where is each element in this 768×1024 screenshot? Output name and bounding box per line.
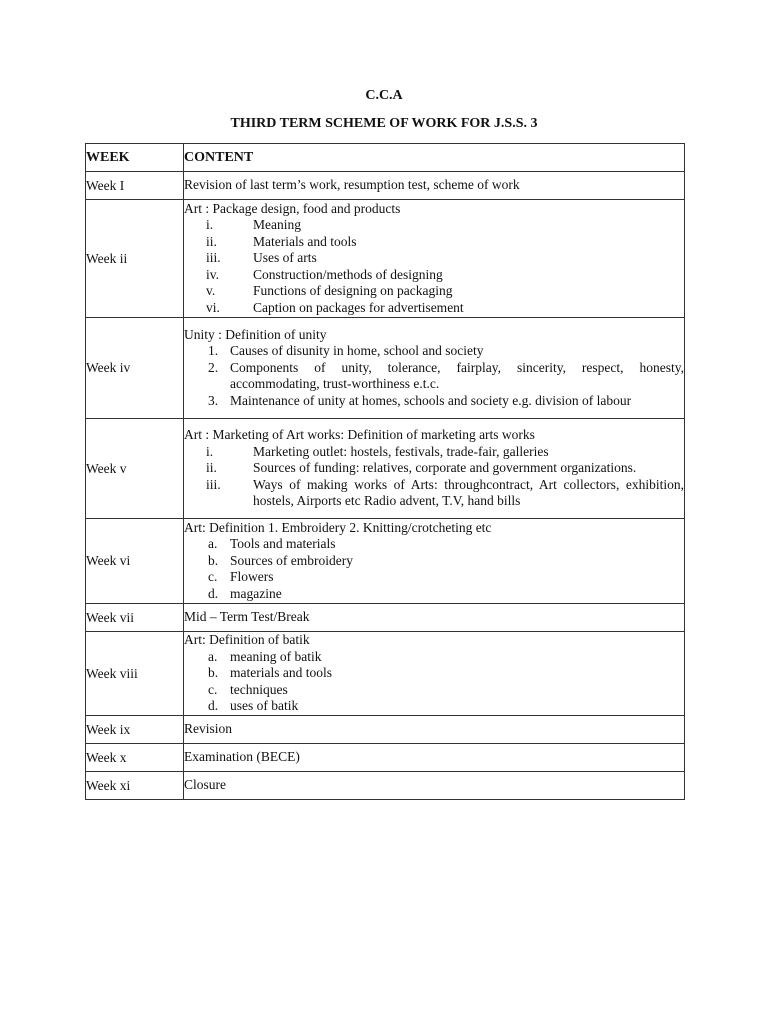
list-marker: c. xyxy=(208,569,218,585)
table-row xyxy=(86,200,685,318)
list-text: uses of batik xyxy=(230,698,299,714)
list-text: Ways of making works of Arts: throughcontract, Art collectors, exhibition, hostels, Airports etc Radio advent, T.V, hand bills xyxy=(253,476,684,509)
content-cell xyxy=(184,632,685,716)
list-marker: d. xyxy=(208,585,219,601)
list-marker: d. xyxy=(208,698,219,714)
list-marker: a. xyxy=(208,536,218,552)
list-text: Components of unity, tolerance, fairplay, sincerity, respect, honesty, accommodating, trust-worthiness e.t.c. xyxy=(230,359,684,392)
list-text: Functions of designing on packaging xyxy=(253,283,453,299)
list-item xyxy=(184,586,684,603)
table-row xyxy=(86,419,685,519)
list-item xyxy=(184,649,684,666)
list-marker: 3. xyxy=(208,392,219,408)
week-cell: Week v xyxy=(86,419,184,519)
list-item xyxy=(184,536,684,553)
list-marker: iv. xyxy=(206,266,219,282)
list-text: Marketing outlet: hostels, festivals, trade-fair, galleries xyxy=(253,443,549,459)
content-intro: Art : Package design, food and products xyxy=(184,200,401,216)
list-text: Uses of arts xyxy=(253,250,317,266)
table-row xyxy=(86,632,685,716)
week-cell: Week vi xyxy=(86,519,184,604)
week-cell: Week ix xyxy=(86,716,184,744)
list-marker: ii. xyxy=(206,460,217,476)
list-marker: i. xyxy=(206,217,214,233)
content-cell xyxy=(184,172,685,200)
list-item xyxy=(184,569,684,586)
list-item xyxy=(184,553,684,570)
list-text: Caption on packages for advertisement xyxy=(253,299,464,315)
content-intro: Closure xyxy=(184,777,226,793)
table-row xyxy=(86,318,685,419)
list-marker: ii. xyxy=(206,233,217,249)
content-intro: Unity : Definition of unity xyxy=(184,326,327,342)
list-item xyxy=(184,477,684,510)
content-cell xyxy=(184,519,685,604)
table-row xyxy=(86,519,685,604)
list-text: Tools and materials xyxy=(230,536,336,552)
list-item xyxy=(184,393,684,410)
week-cell: Week iv xyxy=(86,318,184,419)
content-intro: Mid – Term Test/Break xyxy=(184,609,310,625)
list-marker: v. xyxy=(206,283,216,299)
list-marker: b. xyxy=(208,552,219,568)
list-text: techniques xyxy=(230,681,288,697)
list-marker: i. xyxy=(206,443,214,459)
list-marker: vi. xyxy=(206,299,220,315)
list-item xyxy=(184,665,684,682)
list-item xyxy=(184,217,684,234)
table-header-row xyxy=(86,144,685,172)
list-text: Construction/methods of designing xyxy=(253,266,443,282)
list-marker: 2. xyxy=(208,359,219,375)
list-marker: c. xyxy=(208,681,218,697)
content-cell xyxy=(184,318,685,419)
week-cell: Week ii xyxy=(86,200,184,318)
table-row xyxy=(86,772,685,800)
week-cell: Week xi xyxy=(86,772,184,800)
content-intro: Art: Definition 1. Embroidery 2. Knitting/crotcheting etc xyxy=(184,519,492,535)
content-intro: Art: Definition of batik xyxy=(184,632,310,648)
table-row xyxy=(86,744,685,772)
list-item xyxy=(184,343,684,360)
table-row xyxy=(86,172,685,200)
list-marker: iii. xyxy=(206,250,221,266)
week-cell: Week viii xyxy=(86,632,184,716)
table-row xyxy=(86,716,685,744)
week-cell: Week vii xyxy=(86,604,184,632)
content-intro: Revision xyxy=(184,721,233,737)
list-text: Meaning xyxy=(253,217,301,233)
list-item xyxy=(184,267,684,284)
list-marker: 1. xyxy=(208,343,219,359)
week-cell: Week x xyxy=(86,744,184,772)
list-marker: iii. xyxy=(206,476,221,492)
list-item xyxy=(184,460,684,477)
week-cell: Week I xyxy=(86,172,184,200)
content-cell xyxy=(184,772,685,800)
list-item xyxy=(184,250,684,267)
content-intro: Revision of last term’s work, resumption test, scheme of work xyxy=(184,177,520,193)
list-item xyxy=(184,300,684,317)
list-item xyxy=(184,444,684,461)
list-item xyxy=(184,360,684,393)
content-cell xyxy=(184,604,685,632)
document-subtitle: THIRD TERM SCHEME OF WORK FOR J.S.S. 3 xyxy=(230,116,538,131)
content-intro: Examination (BECE) xyxy=(184,749,300,765)
list-text: Maintenance of unity at homes, schools and society e.g. division of labour xyxy=(230,392,632,408)
content-cell xyxy=(184,200,685,318)
list-item xyxy=(184,682,684,699)
table-row xyxy=(86,604,685,632)
list-item xyxy=(184,234,684,251)
document-title: C.C.A xyxy=(365,88,403,103)
list-text: magazine xyxy=(230,585,282,601)
header-content: CONTENT xyxy=(184,144,685,172)
list-text: Sources of embroidery xyxy=(230,552,353,568)
list-text: Flowers xyxy=(230,569,274,585)
content-intro: Art : Marketing of Art works: Definition of marketing arts works xyxy=(184,427,535,443)
list-text: Causes of disunity in home, school and society xyxy=(230,343,484,359)
list-item xyxy=(184,698,684,715)
header-week: WEEK xyxy=(86,144,184,172)
list-text: meaning of batik xyxy=(230,648,322,664)
list-text: materials and tools xyxy=(230,665,332,681)
list-text: Sources of funding: relatives, corporate and government organizations. xyxy=(253,460,637,476)
content-cell xyxy=(184,716,685,744)
content-cell xyxy=(184,419,685,519)
content-cell xyxy=(184,744,685,772)
scheme-of-work-table xyxy=(85,143,685,800)
list-marker: a. xyxy=(208,648,218,664)
list-marker: b. xyxy=(208,665,219,681)
list-item xyxy=(184,283,684,300)
list-text: Materials and tools xyxy=(253,233,357,249)
